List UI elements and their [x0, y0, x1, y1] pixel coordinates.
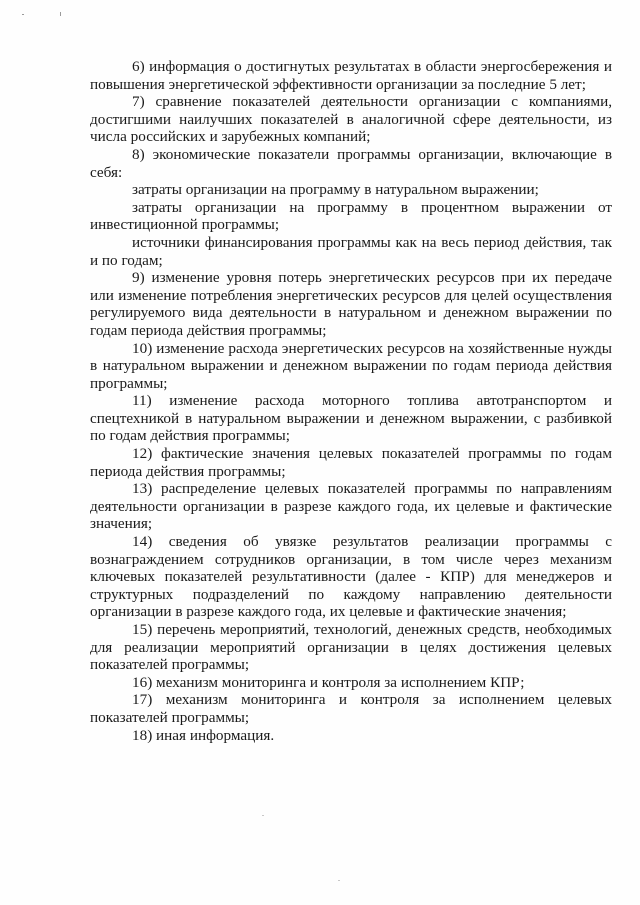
paragraph-item-14: 14) сведения об увязке результатов реализации программы с вознаграждением сотрудников организации, в том числе через механизм ключевых показателей результативности (далее - КПР) для менеджеров и структурных подразделений по каждому направлению деятельности организации в разрезе каждого года, их целевые и фактические значения; [90, 533, 612, 621]
document-body [90, 58, 612, 744]
paragraph-item-6: 6) информация о достигнутых результатах в области энергосбережения и повышения энергетической эффективности организации за последние 5 лет; [90, 58, 612, 93]
scan-speck [338, 880, 340, 881]
scan-speck [60, 12, 61, 16]
paragraph-item-8: 8) экономические показатели программы организации, включающие в себя: [90, 145, 612, 181]
paragraph-item-16: 16) механизм мониторинга и контроля за исполнением КПР; [132, 673, 525, 691]
paragraph-item-15: 15) перечень мероприятий, технологий, денежных средств, необходимых для реализации мероприятий организации в целях достижения целевых показателей программы; [90, 621, 612, 674]
paragraph-subitem-funding-sources: источники финансирования программы как на весь период действия, так и по годам; [90, 233, 612, 269]
scan-speck [262, 815, 264, 816]
paragraph-item-13: 13) распределение целевых показателей программы по направлениям деятельности организации в разрезе каждого года, их целевые и фактические значения; [90, 480, 612, 533]
paragraph-item-10: 10) изменение расхода энергетических ресурсов на хозяйственные нужды в натуральном выражении и денежном выражении по годам периода действия программы; [90, 339, 612, 392]
paragraph-item-12: 12) фактические значения целевых показателей программы по годам периода действия программы; [90, 445, 612, 480]
paragraph-item-18: 18) иная информация. [132, 726, 275, 744]
paragraph-subitem-costs-percent: затраты организации на программу в процентном выражении от инвестиционной программы; [90, 198, 612, 234]
scan-speck [22, 14, 24, 15]
paragraph-item-9: 9) изменение уровня потерь энергетических ресурсов при их передаче или изменение потребления энергетических ресурсов для целей осуществления регулируемого вида деятельности в натуральном и денежном выражении по годам периода действия программы; [90, 269, 612, 339]
paragraph-item-11: 11) изменение расхода моторного топлива автотранспортом и спецтехникой в натуральном выражении и денежном выражении, с разбивкой по годам действия программы; [90, 392, 612, 445]
paragraph-subitem-costs-natural: затраты организации на программу в натуральном выражении; [132, 181, 539, 199]
paragraph-item-7: 7) сравнение показателей деятельности организации с компаниями, достигшими наилучших показателей в аналогичной сфере деятельности, из числа российских и зарубежных компаний; [90, 93, 612, 146]
paragraph-item-17: 17) механизм мониторинга и контроля за исполнением целевых показателей программы; [90, 691, 612, 726]
